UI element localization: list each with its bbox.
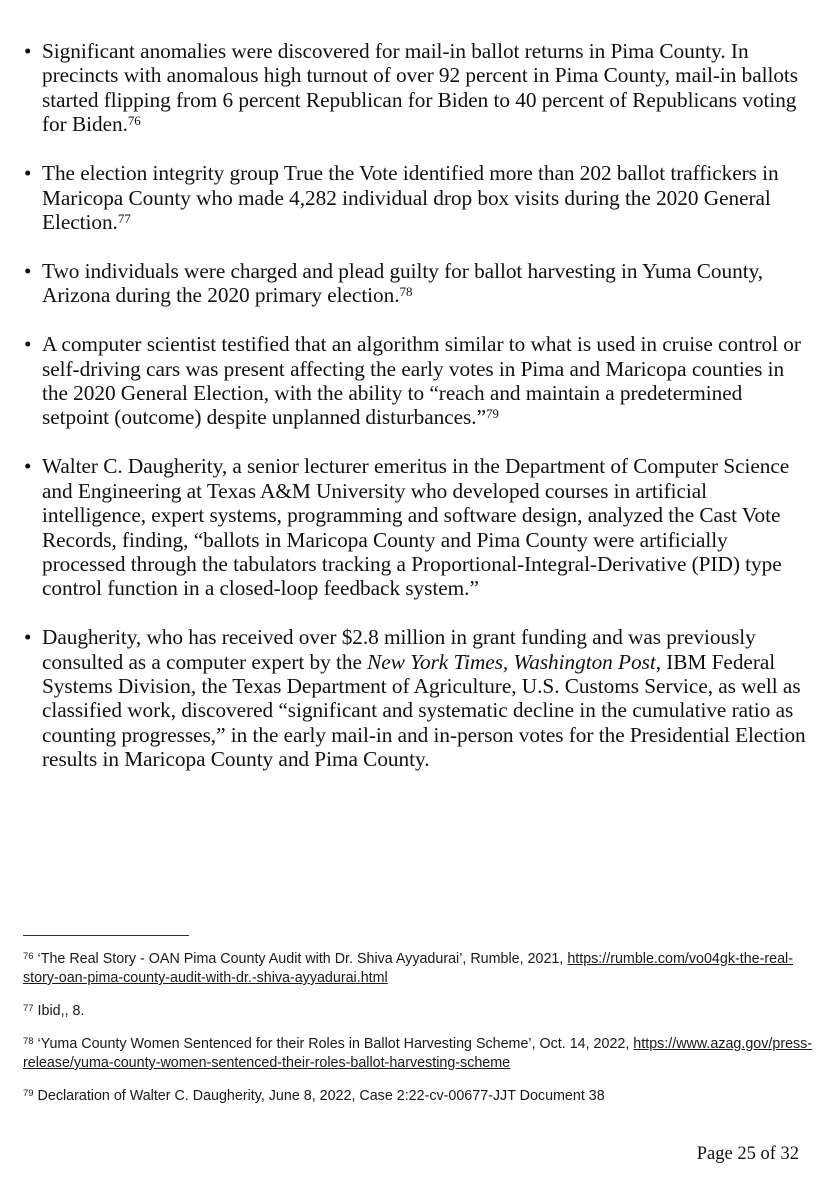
bullet-list [24,39,814,796]
footnote-reference[interactable]: 77 [117,210,131,226]
footnote-78 [23,1035,813,1073]
bullet-item-pima-anomalies [24,39,814,137]
footnote-reference[interactable]: 76 [127,113,141,129]
footnote-text: Ibid,, 8. [33,1003,85,1019]
bullet-item-daugherity-analysis [24,454,814,600]
footnote-77 [23,1002,813,1021]
bullet-item-algorithm-testimony [24,332,814,430]
footnote-76 [23,950,813,988]
bullet-text: The election integrity group True the Vote identified more than 202 ballot traffickers in Maricopa County who made 4,282 individual drop box visits during the 2020 General Election. [42,161,779,234]
footnote-number: 77 [23,1003,34,1014]
bullet-icon: • [24,625,32,650]
bullet-icon: • [24,39,32,63]
bullet-text-before: Daugherity, who has received over $2.8 million in grant funding and was previously consulted as a computer expert by the [42,625,756,674]
footnote-text: ‘Yuma County Women Sentenced for their Roles in Ballot Harvesting Scheme’, Oct. 14, 2022, [33,1036,634,1052]
bullet-icon: • [24,258,32,283]
footnote-reference[interactable]: 79 [485,406,499,422]
footnote-number: 79 [23,1088,34,1099]
footnotes-section [23,950,813,1120]
bullet-item-daugherity-credentials [24,625,814,771]
footnote-number: 78 [23,1036,34,1047]
footnote-text: Declaration of Walter C. Daugherity, June 8, 2022, Case 2:22-cv-00677-JJT Document 38 [33,1088,605,1104]
bullet-text: Two individuals were charged and plead guilty for ballot harvesting in Yuma County, Arizona during the 2020 primary election. [42,258,764,308]
footnote-text: ‘The Real Story - OAN Pima County Audit with Dr. Shiva Ayyadurai’, Rumble, 2021, [33,951,568,967]
bullet-item-yuma-harvesting [24,259,814,308]
bullet-text: A computer scientist testified that an algorithm similar to what is used in cruise control or self-driving cars was present affecting the early votes in Pima and Maricopa counties in the 2020 General Election, with the ability to “reach and maintain a predetermined setpoint (outcome) despite unplanned disturbances.” [42,332,801,430]
page-number: Page 25 of 32 [696,1144,799,1164]
bullet-text: Walter C. Daugherity, a senior lecturer emeritus in the Department of Computer Science and Engineering at Texas A&M University who developed courses in artificial intelligence, expert systems, programming and software design, analyzed the Cast Vote Records, finding, “ballots in Maricopa County and Pima County were artificially processed through the tabulators tracking a Proportional-Integral-Derivative (PID) type control function in a closed-loop feedback system.” [42,454,790,601]
bullet-icon: • [24,161,32,186]
footnote-link[interactable]: https://www.azag.gov/press-release/yuma-county-women-sentenced-their-roles-ballot-harvesting-scheme [23,1036,813,1071]
bullet-icon: • [24,332,32,357]
bullet-text: Significant anomalies were discovered for mail-in ballot returns in Pima County. In precincts with anomalous high turnout of over 92 percent in Pima County, mail-in ballots started flipping from 6 percent Republican for Biden to 40 percent of Republicans voting for Biden. [42,39,799,137]
bullet-icon: • [24,454,32,479]
footnote-reference[interactable]: 78 [399,284,413,300]
footnote-link[interactable]: https://rumble.com/vo04gk-the-real-story-oan-pima-county-audit-with-dr.-shiva-ayyadurai.html [23,951,793,986]
bullet-item-true-the-vote [24,161,814,234]
footnote-number: 76 [23,951,34,962]
bullet-text-after: , IBM Federal Systems Division, the Texas Department of Agriculture, U.S. Customs Service, as well as classified work, discovered “significant and systematic decline in the cumulative ratio as counting progresses,” in the early mail-in and in-person votes for the Presidential Election results in Maricopa County and Pima County. [42,649,806,772]
footnote-divider [23,935,189,936]
footnote-79 [23,1087,813,1106]
bullet-text-italic: New York Times, Washington Post [367,649,656,674]
